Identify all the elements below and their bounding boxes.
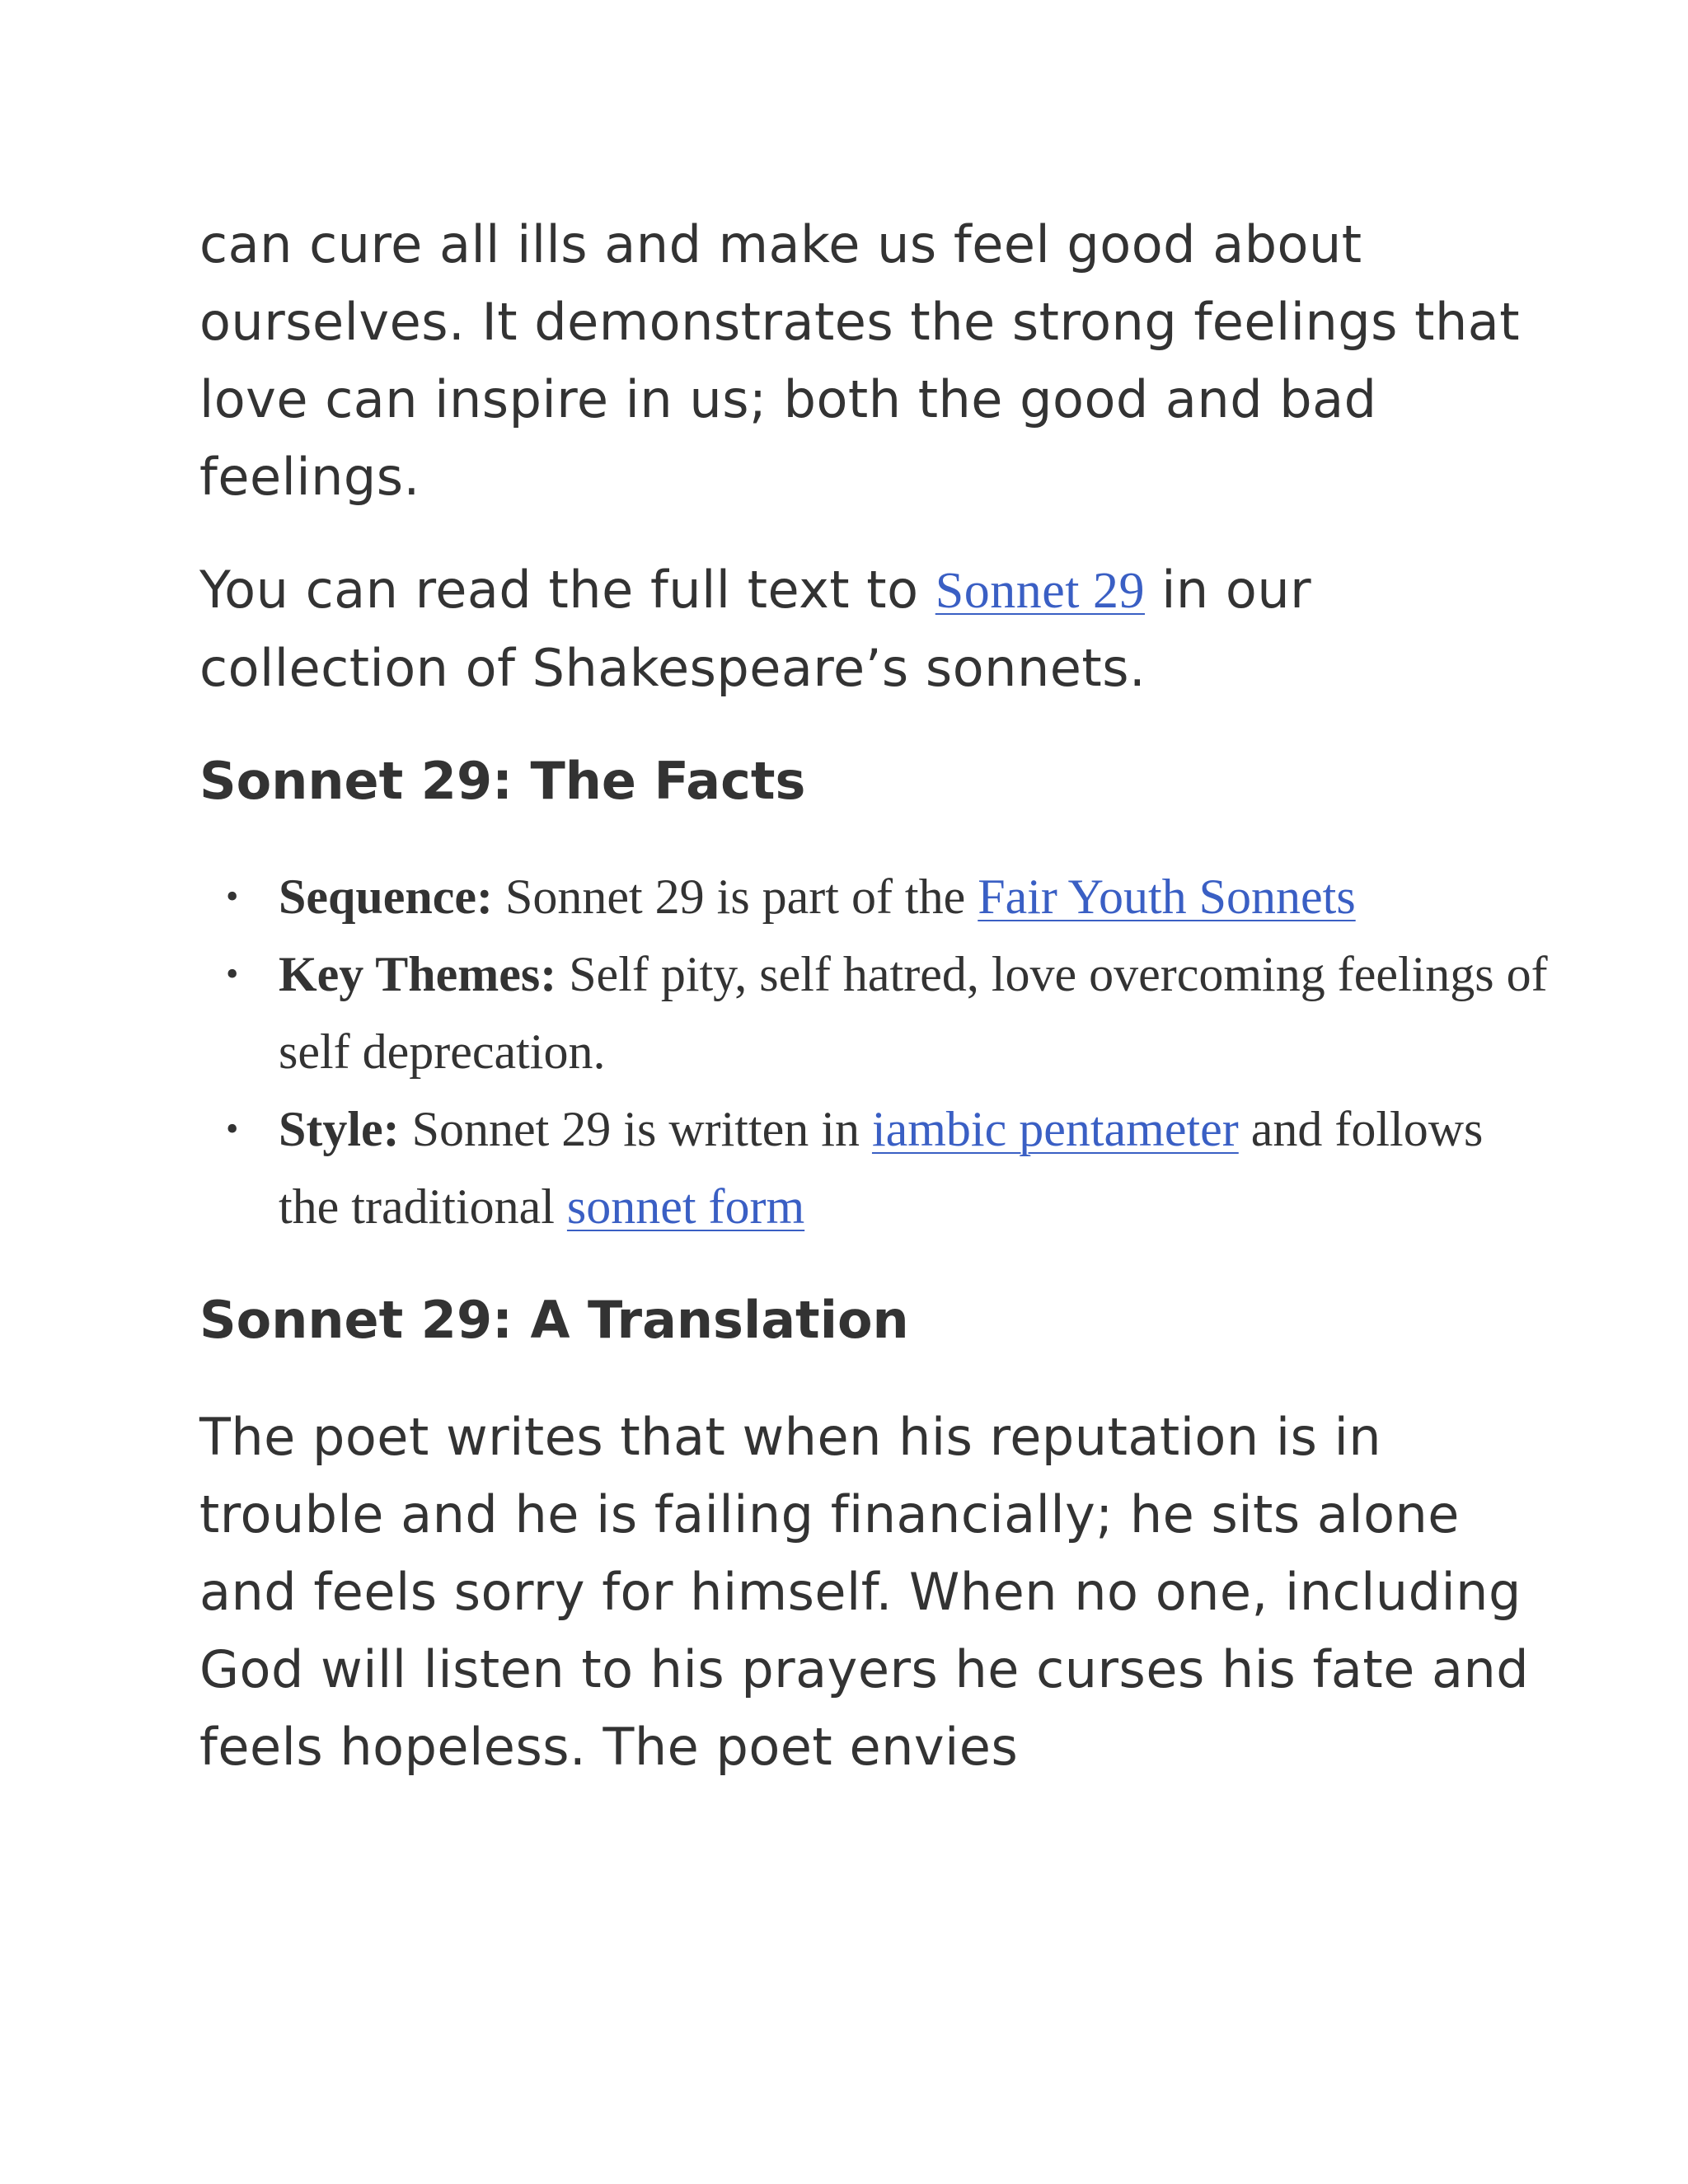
bullet-icon: • [226, 876, 239, 916]
document-page [199, 206, 1551, 1786]
list-item [199, 1090, 1551, 1245]
facts-heading: Sonnet 29: The Facts [199, 751, 806, 811]
read-more-paragraph [199, 551, 1551, 707]
list-item [199, 935, 1551, 1090]
bullet-icon: • [226, 1108, 239, 1149]
translation-paragraph: The poet writes that when his reputation is in trouble and he is failing financially; he sits alone and feels sorry for himself. When no one, including God will listen to his prayers he curses his fate and feels hopeless. The poet envies [199, 1407, 1530, 1777]
intro-paragraph: can cure all ills and make us feel good about ourselves. It demonstrates the strong feelings that love can inspire in us; both the good and bad feelings. [199, 214, 1521, 507]
fact-label: Key Themes: [279, 947, 557, 1001]
fact-text: Sonnet 29 is written in [399, 1102, 872, 1156]
read-more-after: in our collection of Shakespeare’s sonnets. [199, 560, 1312, 698]
fact-label: Sequence: [279, 869, 493, 924]
iambic-pentameter-link[interactable]: iambic pentameter [871, 1102, 1239, 1156]
fair-youth-sonnets-link[interactable]: Fair Youth Sonnets [978, 869, 1356, 924]
sonnet-29-link[interactable]: Sonnet 29 [935, 563, 1145, 619]
fact-label: Style: [279, 1102, 400, 1156]
translation-heading: Sonnet 29: A Translation [199, 1290, 909, 1350]
fact-text-middle: and follows the traditional [279, 1102, 1484, 1234]
facts-list [199, 858, 1551, 1245]
read-more-before: You can read the full text to [199, 560, 935, 620]
bullet-icon: • [226, 954, 239, 994]
fact-text: Self pity, self hatred, love overcoming feelings of self deprecation. [279, 947, 1548, 1079]
fact-text: Sonnet 29 is part of the [492, 869, 978, 924]
list-item [199, 858, 1551, 935]
sonnet-form-link[interactable]: sonnet form [566, 1179, 805, 1234]
